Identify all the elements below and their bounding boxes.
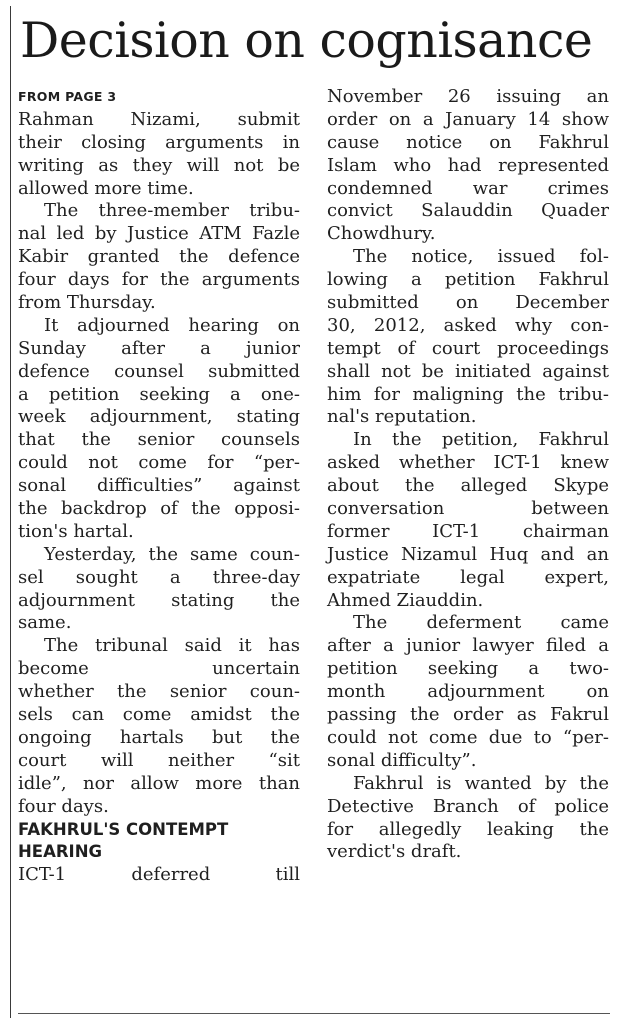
article-column-right (327, 86, 609, 864)
text-line: idle”, nor allow more than (18, 772, 300, 794)
text-line: writing as they will not be (18, 154, 300, 176)
text-line: conversation between (327, 498, 609, 520)
text-line: order on a January 14 show (327, 108, 609, 130)
text-line: Fakhrul is wanted by the (353, 772, 609, 794)
text-line: submitted on December (327, 292, 609, 314)
text-line: whether the senior coun- (18, 681, 300, 703)
text-line: shall not be initiated against (327, 360, 609, 382)
text-line: November 26 issuing an (327, 86, 609, 107)
text-line: their closing arguments in (18, 131, 300, 153)
text-line: could not come for “per- (18, 452, 300, 474)
text-line: from Thursday. (18, 292, 156, 314)
article-column-left (18, 86, 300, 887)
text-line: Ahmed Ziauddin. (327, 589, 484, 611)
text-line: four days for the arguments (18, 269, 300, 291)
text-line: asked whether ICT-1 knew (327, 452, 609, 474)
text-line: Detective Branch of police (327, 795, 609, 817)
subhead-line-1: FAKHRUL'S CONTEMPT (18, 819, 229, 839)
left-column-rule (10, 6, 11, 1018)
text-line: convict Salauddin Quader (327, 200, 609, 222)
text-line: adjournment stating the (18, 589, 300, 611)
text-line: sels can come amidst the (18, 704, 300, 726)
left-final-line: ICT-1 deferred till (18, 864, 300, 886)
text-line: Justice Nizamul Huq and an (327, 543, 609, 565)
text-line: Islam who had represented (327, 154, 609, 176)
text-line: lowing a petition Fakhrul (327, 269, 609, 291)
text-line: petition seeking a two- (327, 658, 609, 680)
text-line: verdict's draft. (327, 841, 462, 863)
text-line: The deferment came (353, 612, 609, 634)
text-line: four days. (18, 795, 109, 817)
from-page-kicker: FROM PAGE 3 (18, 89, 117, 104)
text-line: former ICT-1 chairman (327, 520, 609, 542)
text-line: 30, 2012, asked why con- (327, 314, 609, 336)
text-line: The notice, issued fol- (353, 246, 609, 268)
text-line: sonal difficulties” against (18, 475, 300, 497)
text-line: allowed more time. (18, 177, 194, 199)
text-line: court will neither “sit (18, 749, 300, 771)
text-line: condemned war crimes (327, 177, 609, 199)
left-column-body (18, 109, 300, 819)
text-line: that the senior counsels (18, 429, 300, 451)
text-line: defence counsel submitted (18, 360, 300, 382)
text-line: tion's hartal. (18, 520, 134, 542)
text-line: about the alleged Skype (327, 475, 609, 497)
text-line: same. (18, 612, 72, 634)
text-line: could not come due to “per- (327, 726, 609, 748)
text-line: Rahman Nizami, submit (18, 108, 300, 130)
text-line: ongoing hartals but the (18, 726, 300, 748)
text-line: for allegedly leaking the (327, 818, 609, 840)
text-line: passing the order as Fakrul (327, 704, 609, 726)
text-line: nal's reputation. (327, 406, 477, 428)
text-line: week adjournment, stating (18, 406, 300, 428)
text-line: the backdrop of the opposi- (18, 498, 300, 520)
right-column-body (327, 86, 609, 864)
text-line: tempt of court proceedings (327, 337, 609, 359)
text-line: a petition seeking a one- (18, 383, 300, 405)
subhead-line-2: HEARING (18, 842, 103, 862)
text-line: sonal difficulty”. (327, 749, 477, 771)
text-line: In the petition, Fakhrul (353, 429, 609, 451)
text-line: Chowdhury. (327, 223, 436, 245)
text-line: cause notice on Fakhrul (327, 131, 609, 153)
text-line: nal led by Justice ATM Fazle (18, 223, 300, 245)
text-line: The three-member tribu- (44, 200, 300, 222)
text-line: Kabir granted the defence (18, 246, 300, 268)
text-line: Sunday after a junior (18, 337, 300, 359)
text-line: expatriate legal expert, (327, 566, 609, 588)
text-line: sel sought a three-day (18, 566, 300, 588)
headline: Decision on cognisance (20, 12, 593, 69)
text-line: after a junior lawyer filed a (327, 635, 609, 657)
text-line: become uncertain (18, 658, 300, 680)
text-line: him for maligning the tribu- (327, 383, 609, 405)
bottom-rule (18, 1013, 610, 1014)
text-line: The tribunal said it has (44, 635, 300, 657)
text-line: Yesterday, the same coun- (44, 543, 300, 565)
text-line: month adjournment on (327, 681, 609, 703)
text-line: It adjourned hearing on (44, 314, 300, 336)
